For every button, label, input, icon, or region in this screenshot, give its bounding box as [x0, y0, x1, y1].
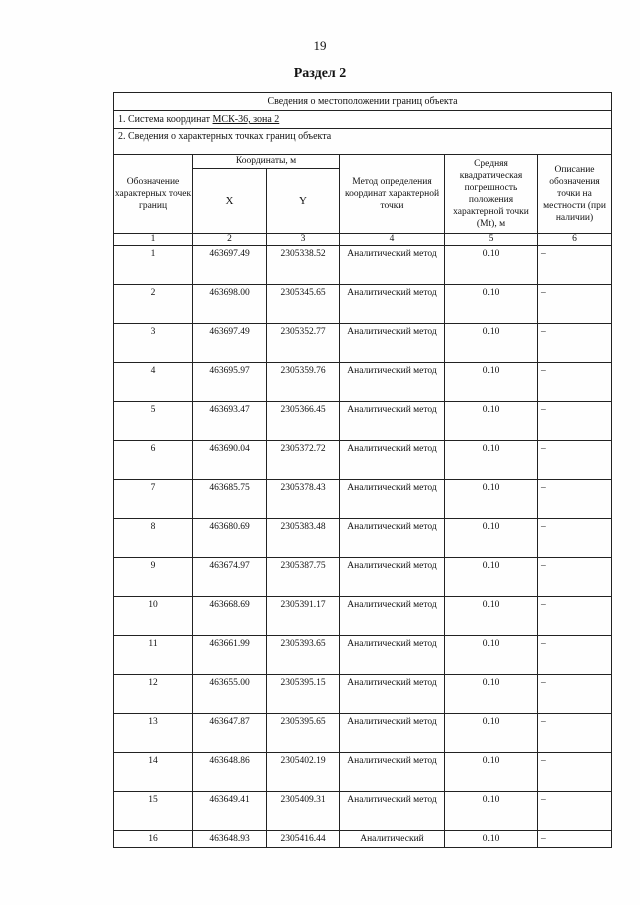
y-coordinate-cell: 2305416.44	[267, 831, 340, 848]
accuracy-cell: 0.10	[445, 363, 538, 402]
table-row	[114, 714, 612, 753]
accuracy-cell: 0.10	[445, 597, 538, 636]
x-coordinate-cell: 463648.86	[193, 753, 267, 792]
column-number-row	[114, 234, 612, 246]
table-row	[114, 753, 612, 792]
x-coordinate-cell: 463685.75	[193, 480, 267, 519]
y-coordinate-cell: 2305409.31	[267, 792, 340, 831]
column-number: 5	[445, 234, 538, 246]
header-description: Описание обозначения точки на местности (при наличии)	[538, 155, 612, 234]
y-coordinate-cell: 2305378.43	[267, 480, 340, 519]
table-row	[114, 324, 612, 363]
table-row	[114, 363, 612, 402]
accuracy-cell: 0.10	[445, 558, 538, 597]
x-coordinate-cell: 463668.69	[193, 597, 267, 636]
y-coordinate-cell: 2305391.17	[267, 597, 340, 636]
description-cell: –	[538, 324, 612, 363]
method-cell: Аналитический метод	[340, 792, 445, 831]
accuracy-cell: 0.10	[445, 480, 538, 519]
points-subheading: 2. Сведения о характерных точках границ объекта	[114, 129, 612, 155]
point-cell: 10	[114, 597, 193, 636]
accuracy-cell: 0.10	[445, 636, 538, 675]
accuracy-cell: 0.10	[445, 402, 538, 441]
table-banner: Сведения о местоположении границ объекта	[114, 93, 612, 111]
table-row	[114, 519, 612, 558]
point-cell: 8	[114, 519, 193, 558]
method-cell: Аналитический метод	[340, 636, 445, 675]
description-cell: –	[538, 441, 612, 480]
description-cell: –	[538, 402, 612, 441]
point-cell: 12	[114, 675, 193, 714]
y-coordinate-cell: 2305395.65	[267, 714, 340, 753]
point-cell: 15	[114, 792, 193, 831]
y-coordinate-cell: 2305393.65	[267, 636, 340, 675]
description-cell: –	[538, 636, 612, 675]
method-cell: Аналитический метод	[340, 285, 445, 324]
y-coordinate-cell: 2305383.48	[267, 519, 340, 558]
y-coordinate-cell: 2305359.76	[267, 363, 340, 402]
method-cell: Аналитический метод	[340, 480, 445, 519]
description-cell: –	[538, 480, 612, 519]
description-cell: –	[538, 792, 612, 831]
method-cell: Аналитический метод	[340, 246, 445, 285]
point-cell: 9	[114, 558, 193, 597]
y-coordinate-cell: 2305395.15	[267, 675, 340, 714]
method-cell: Аналитический метод	[340, 753, 445, 792]
accuracy-cell: 0.10	[445, 753, 538, 792]
table-row	[114, 285, 612, 324]
column-number: 6	[538, 234, 612, 246]
accuracy-cell: 0.10	[445, 519, 538, 558]
description-cell: –	[538, 363, 612, 402]
table-row	[114, 402, 612, 441]
header-method: Метод определения координат характерной точки	[340, 155, 445, 234]
accuracy-cell: 0.10	[445, 675, 538, 714]
point-cell: 1	[114, 246, 193, 285]
header-coords: Координаты, м	[193, 155, 340, 169]
x-coordinate-cell: 463697.49	[193, 324, 267, 363]
description-cell: –	[538, 753, 612, 792]
method-cell: Аналитический метод	[340, 597, 445, 636]
description-cell: –	[538, 714, 612, 753]
page-number: 19	[313, 38, 327, 53]
table-row	[114, 558, 612, 597]
point-cell: 4	[114, 363, 193, 402]
x-coordinate-cell: 463698.00	[193, 285, 267, 324]
table-row	[114, 246, 612, 285]
y-coordinate-cell: 2305366.45	[267, 402, 340, 441]
x-coordinate-cell: 463648.93	[193, 831, 267, 848]
coordinate-system-prefix: 1. Система координат	[118, 114, 213, 125]
x-coordinate-cell: 463655.00	[193, 675, 267, 714]
method-cell: Аналитический метод	[340, 363, 445, 402]
x-coordinate-cell: 463695.97	[193, 363, 267, 402]
point-rows	[114, 246, 612, 848]
accuracy-cell: 0.10	[445, 441, 538, 480]
point-cell: 5	[114, 402, 193, 441]
table-row	[114, 831, 612, 848]
x-coordinate-cell: 463649.41	[193, 792, 267, 831]
method-cell: Аналитический метод	[340, 558, 445, 597]
description-cell: –	[538, 519, 612, 558]
y-coordinate-cell: 2305345.65	[267, 285, 340, 324]
point-cell: 11	[114, 636, 193, 675]
method-cell: Аналитический метод	[340, 441, 445, 480]
x-coordinate-cell: 463697.49	[193, 246, 267, 285]
point-cell: 7	[114, 480, 193, 519]
table-row	[114, 597, 612, 636]
y-coordinate-cell: 2305372.72	[267, 441, 340, 480]
description-cell: –	[538, 558, 612, 597]
y-coordinate-cell: 2305402.19	[267, 753, 340, 792]
description-cell: –	[538, 675, 612, 714]
point-cell: 14	[114, 753, 193, 792]
header-point: Обозначение характерных точек границ	[114, 155, 193, 234]
description-cell: –	[538, 285, 612, 324]
y-coordinate-cell: 2305387.75	[267, 558, 340, 597]
header-x: X	[193, 168, 267, 234]
table-row	[114, 792, 612, 831]
column-number: 3	[267, 234, 340, 246]
x-coordinate-cell: 463661.99	[193, 636, 267, 675]
coordinate-system-name: МСК-36, зона 2	[212, 114, 280, 125]
method-cell: Аналитический	[340, 831, 445, 848]
accuracy-cell: 0.10	[445, 831, 538, 848]
point-cell: 13	[114, 714, 193, 753]
table-row	[114, 675, 612, 714]
point-cell: 3	[114, 324, 193, 363]
method-cell: Аналитический метод	[340, 675, 445, 714]
coordinate-system-line	[114, 111, 612, 129]
point-cell: 6	[114, 441, 193, 480]
header-accuracy: Средняя квадратическая погрешность положения характерной точки (Mt), м	[445, 155, 538, 234]
y-coordinate-cell: 2305338.52	[267, 246, 340, 285]
header-y: Y	[267, 168, 340, 234]
point-cell: 2	[114, 285, 193, 324]
method-cell: Аналитический метод	[340, 324, 445, 363]
x-coordinate-cell: 463693.47	[193, 402, 267, 441]
accuracy-cell: 0.10	[445, 714, 538, 753]
column-number: 1	[114, 234, 193, 246]
table-row	[114, 480, 612, 519]
accuracy-cell: 0.10	[445, 285, 538, 324]
x-coordinate-cell: 463680.69	[193, 519, 267, 558]
description-cell: –	[538, 246, 612, 285]
description-cell: –	[538, 831, 612, 848]
table-row	[114, 441, 612, 480]
x-coordinate-cell: 463674.97	[193, 558, 267, 597]
section-title: Раздел 2	[293, 66, 347, 81]
x-coordinate-cell: 463690.04	[193, 441, 267, 480]
point-cell: 16	[114, 831, 193, 848]
y-coordinate-cell: 2305352.77	[267, 324, 340, 363]
description-cell: –	[538, 597, 612, 636]
x-coordinate-cell: 463647.87	[193, 714, 267, 753]
accuracy-cell: 0.10	[445, 792, 538, 831]
column-number: 4	[340, 234, 445, 246]
table-row	[114, 636, 612, 675]
method-cell: Аналитический метод	[340, 519, 445, 558]
method-cell: Аналитический метод	[340, 714, 445, 753]
column-number: 2	[193, 234, 267, 246]
method-cell: Аналитический метод	[340, 402, 445, 441]
accuracy-cell: 0.10	[445, 324, 538, 363]
coordinates-table	[113, 92, 612, 848]
accuracy-cell: 0.10	[445, 246, 538, 285]
